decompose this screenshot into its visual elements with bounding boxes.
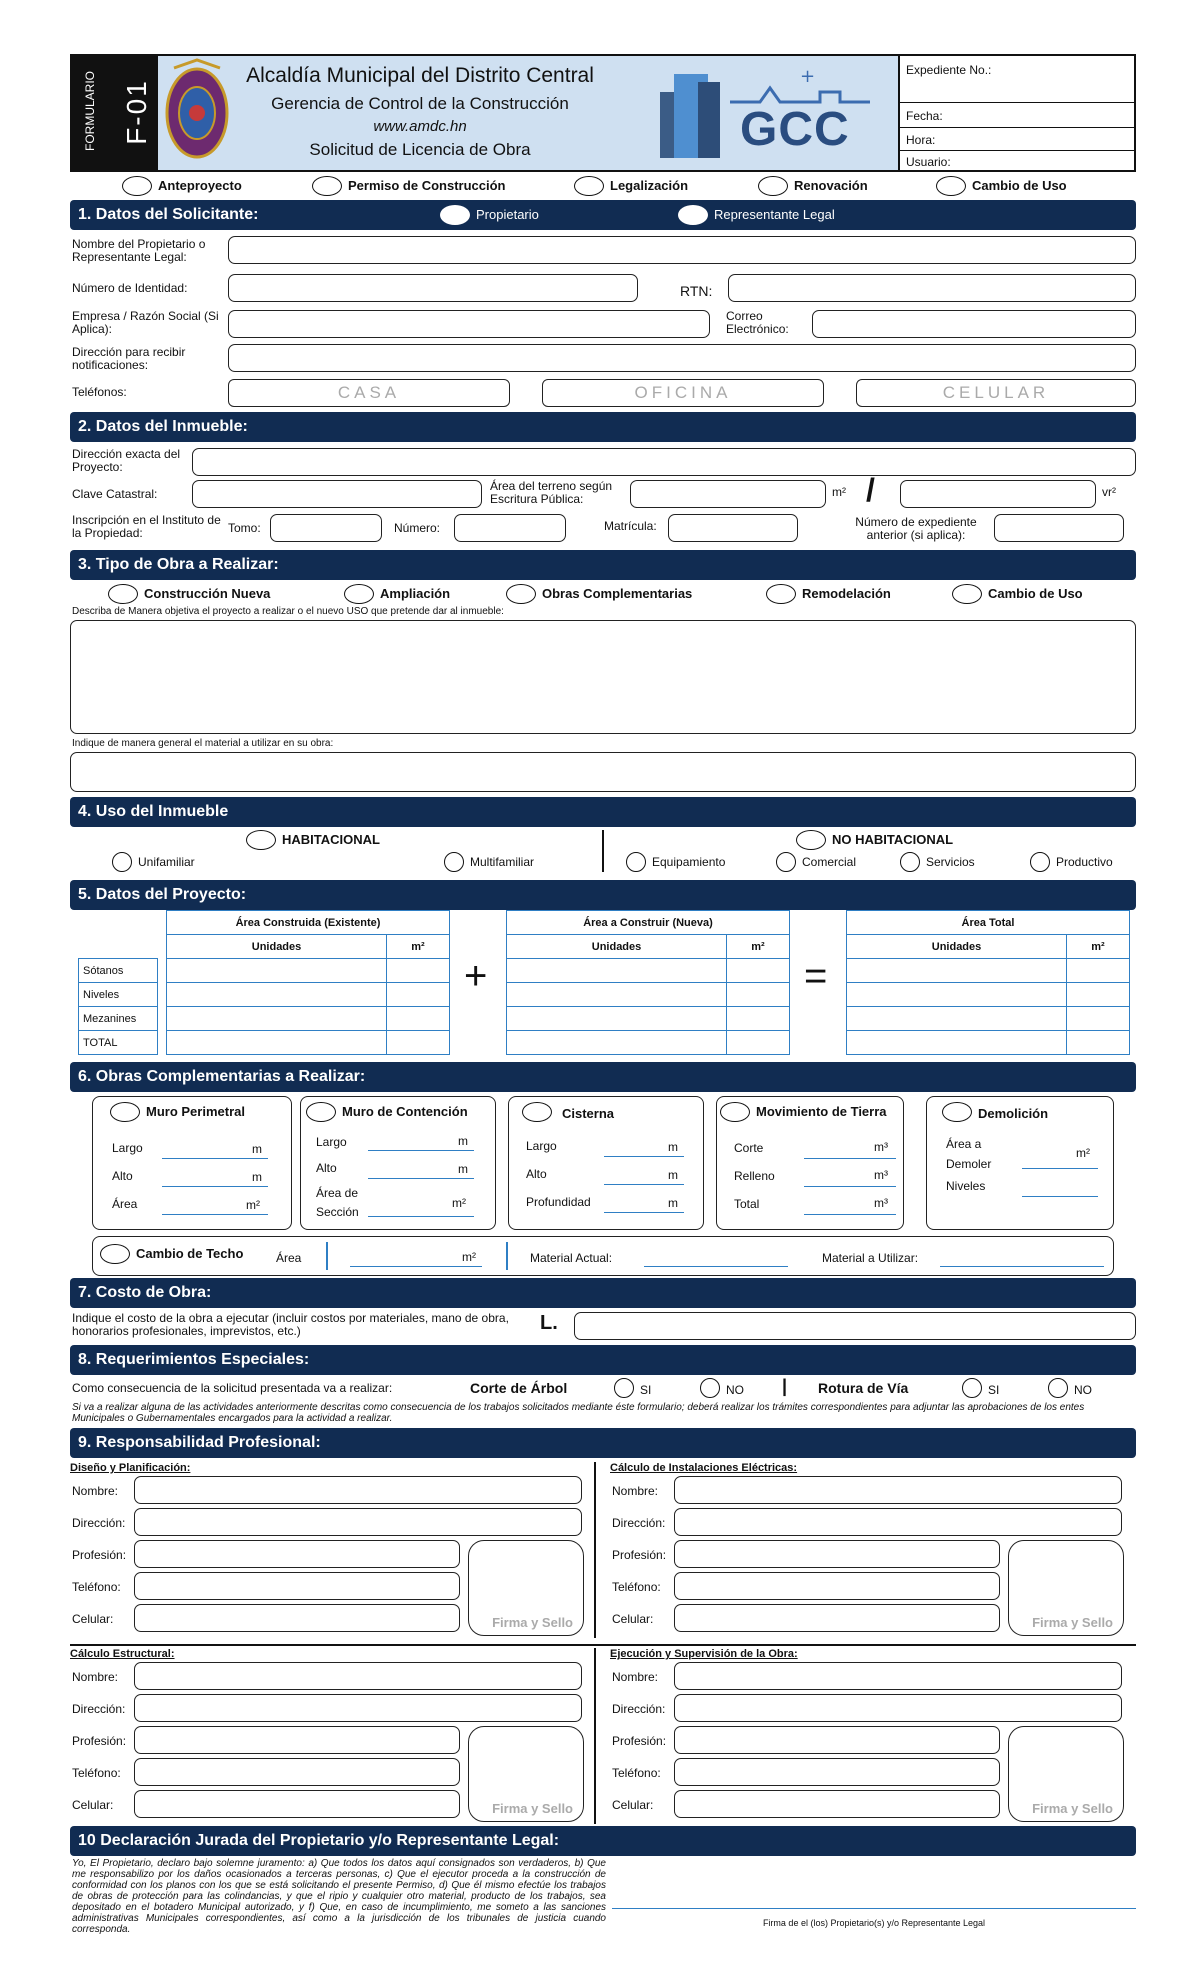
- label-equipamiento: Equipamiento: [652, 855, 726, 869]
- label-legalizacion: Legalización: [610, 178, 689, 193]
- prof-celular-input[interactable]: [134, 1790, 460, 1818]
- prof-celular-label: Celular:: [612, 1798, 654, 1812]
- ci-profundidad-unit: m: [668, 1196, 678, 1210]
- radio-comercial[interactable]: [776, 852, 796, 872]
- radio-servicios[interactable]: [900, 852, 920, 872]
- cell[interactable]: [507, 983, 727, 1007]
- area-vr2-input[interactable]: [900, 480, 1096, 508]
- label-renovacion: Renovación: [794, 178, 868, 193]
- mt-total-input[interactable]: [804, 1214, 896, 1215]
- cell[interactable]: [847, 983, 1067, 1007]
- col-unidades: Unidades: [167, 935, 387, 959]
- section-8-header: 8. Requerimientos Especiales:: [70, 1345, 1136, 1375]
- label-remodelacion: Remodelación: [802, 586, 891, 601]
- prof-nombre-input[interactable]: [674, 1476, 1122, 1504]
- section-10-header: 10 Declaración Jurada del Propietario y/o Representante Legal:: [70, 1826, 1136, 1856]
- prof-telefono-input[interactable]: [674, 1572, 1000, 1600]
- material-label: Indique de manera general el material a utilizar en su obra:: [72, 738, 334, 749]
- prof-profesion-label: Profesión:: [612, 1548, 667, 1562]
- cell[interactable]: [1067, 983, 1130, 1007]
- label-permiso: Permiso de Construcción: [348, 178, 506, 193]
- mp-area-unit: m²: [246, 1198, 260, 1212]
- check-techo[interactable]: [100, 1244, 130, 1264]
- check-cisterna[interactable]: [522, 1102, 552, 1122]
- prof-block-title: Cálculo Estructural:: [70, 1648, 175, 1660]
- empresa-input[interactable]: [228, 310, 710, 338]
- area-nueva-title: Área a Construir (Nueva): [507, 911, 790, 935]
- radio-rotura-no[interactable]: [1048, 1378, 1068, 1398]
- mp-alto-label: Alto: [112, 1169, 133, 1183]
- plus-sign: +: [464, 954, 488, 998]
- prof-nombre-input[interactable]: [674, 1662, 1122, 1690]
- radio-ampliacion[interactable]: [344, 584, 374, 604]
- website: www.amdc.hn: [373, 118, 467, 135]
- label-obras-complementarias: Obras Complementarias: [542, 586, 693, 601]
- col-m2: m²: [387, 935, 450, 959]
- prof-celular-input[interactable]: [134, 1604, 460, 1632]
- prof-nombre-label: Nombre:: [612, 1484, 659, 1498]
- tomo-label: Tomo:: [228, 521, 261, 535]
- cell[interactable]: [387, 983, 450, 1007]
- mp-alto-input[interactable]: [162, 1186, 268, 1187]
- row-mezanines: Mezanines: [79, 1007, 158, 1031]
- fecha-label: Fecha:: [906, 109, 943, 123]
- cell[interactable]: [387, 1031, 450, 1055]
- equals-sign: =: [804, 954, 828, 998]
- label-muro-perimetral: Muro Perimetral: [146, 1104, 245, 1119]
- nombre-input[interactable]: [228, 236, 1136, 264]
- identidad-label: Número de Identidad:: [72, 281, 188, 295]
- prof-telefono-input[interactable]: [134, 1758, 460, 1786]
- label-ampliacion: Ampliación: [380, 586, 451, 601]
- firma-sello-box[interactable]: Firma y Sello: [468, 1726, 584, 1822]
- techo-sep-2: [506, 1242, 508, 1270]
- col-unidades: Unidades: [507, 935, 727, 959]
- prof-nombre-label: Nombre:: [72, 1484, 119, 1498]
- prof-direccion-input[interactable]: [674, 1694, 1122, 1722]
- label-anteproyecto: Anteproyecto: [158, 178, 242, 193]
- de-area-input[interactable]: [1022, 1168, 1098, 1169]
- prof-nombre-label: Nombre:: [72, 1670, 119, 1684]
- de-area-label: Área a Demoler: [946, 1137, 992, 1171]
- tomo-input[interactable]: [270, 514, 382, 542]
- req-note: Si va a realizar alguna de las actividades anteriormente descritas como consecuencia de los trabajos solicitados mediante éste formulario; deberá realizar los trámites correspondientes para adjuntar las aprobaciones de los entes Municipales o Gubernamentales encargados para la actividad a realizar.: [72, 1402, 1085, 1424]
- mt-corte-label: Corte: [734, 1141, 764, 1155]
- label-propietario: Propietario: [476, 207, 539, 222]
- area-nueva-table: [506, 910, 790, 1055]
- mt-relleno-unit: m³: [874, 1168, 888, 1182]
- techo-area-input[interactable]: [350, 1266, 482, 1267]
- prof-profesion-input[interactable]: [674, 1726, 1000, 1754]
- dept-name: Gerencia de Control de la Construcción: [271, 94, 569, 113]
- radio-rotura-si[interactable]: [962, 1378, 982, 1398]
- radio-propietario[interactable]: [440, 205, 470, 225]
- label-cambio-uso: Cambio de Uso: [972, 178, 1067, 193]
- prof-celular-label: Celular:: [72, 1612, 114, 1626]
- mp-largo-unit: m: [252, 1142, 262, 1156]
- mat-actual-label: Material Actual:: [530, 1251, 613, 1265]
- prof-profesion-input[interactable]: [134, 1726, 460, 1754]
- gcc-logo-text: GCC: [740, 103, 850, 156]
- prof-celular-input[interactable]: [674, 1604, 1000, 1632]
- identidad-input[interactable]: [228, 274, 638, 302]
- costo-input[interactable]: [574, 1312, 1136, 1340]
- area-existente-table: [166, 910, 450, 1055]
- cell[interactable]: [167, 1007, 387, 1031]
- nombre-label: Nombre del Propietario o Representante Legal:: [72, 237, 206, 264]
- direccion-notif-label: Dirección para recibir notificaciones:: [72, 345, 186, 372]
- mat-actual-input[interactable]: [644, 1266, 788, 1267]
- label-movimiento: Movimiento de Tierra: [756, 1104, 887, 1119]
- radio-unifamiliar[interactable]: [112, 852, 132, 872]
- empresa-label: Empresa / Razón Social (Si Aplica):: [72, 309, 219, 336]
- area-total-table: [846, 910, 1130, 1055]
- uso-divider: [602, 830, 604, 872]
- cell[interactable]: [727, 1031, 790, 1055]
- expediente-label: Expediente No.:: [906, 63, 992, 77]
- numero-label: Número:: [394, 521, 441, 535]
- correo-label: Correo Electrónico:: [726, 309, 789, 336]
- cell[interactable]: [1067, 1007, 1130, 1031]
- ci-alto-input[interactable]: [604, 1184, 684, 1185]
- label-servicios: Servicios: [926, 855, 975, 869]
- owner-signature-label: Firma de el (los) Propietario(s) y/o Representante Legal: [762, 1918, 986, 1928]
- radio-no-habitacional[interactable]: [796, 830, 826, 850]
- prof-direccion-input[interactable]: [674, 1508, 1122, 1536]
- hora-label: Hora:: [906, 133, 936, 147]
- label-rotura-via: Rotura de Vía: [818, 1380, 909, 1396]
- describe-textarea[interactable]: [70, 620, 1136, 734]
- radio-remodelacion[interactable]: [766, 584, 796, 604]
- label-habitacional: HABITACIONAL: [282, 832, 380, 847]
- check-muro-contencion[interactable]: [306, 1102, 336, 1122]
- prof-celular-input[interactable]: [674, 1790, 1000, 1818]
- cell[interactable]: [727, 1007, 790, 1031]
- phone-celular-input[interactable]: CELULAR: [856, 379, 1136, 407]
- section-6-header: 6. Obras Complementarias a Realizar:: [70, 1062, 1136, 1092]
- formulario-label: FORMULARIO: [83, 70, 97, 151]
- phone-oficina-input[interactable]: OFICINA: [542, 379, 824, 407]
- direccion-proyecto-label: Dirección exacta del Proyecto:: [72, 447, 181, 474]
- radio-representante[interactable]: [678, 205, 708, 225]
- label-comercial: Comercial: [802, 855, 857, 869]
- area-existente-title: Área Construida (Existente): [167, 911, 450, 935]
- prof-telefono-input[interactable]: [674, 1758, 1000, 1786]
- s9-horizontal-divider: [70, 1644, 1136, 1646]
- phone-casa-input[interactable]: CASA: [228, 379, 510, 407]
- prof-block-title: Ejecución y Supervisión de la Obra:: [610, 1648, 798, 1660]
- currency-label: L.: [540, 1312, 558, 1334]
- radio-construccion-nueva[interactable]: [108, 584, 138, 604]
- describe-label: Describa de Manera objetiva el proyecto a realizar o el nuevo USO que pretende dar al inmueble:: [72, 606, 504, 617]
- area-terreno-label: Área del terreno según Escritura Pública:: [490, 479, 613, 506]
- row-total: TOTAL: [79, 1031, 158, 1055]
- firma-sello-box[interactable]: Firma y Sello: [1008, 1540, 1124, 1636]
- label-corte-arbol: Corte de Árbol: [470, 1380, 568, 1396]
- mc-alto-unit: m: [458, 1162, 468, 1176]
- mat-utilizar-label: Material a Utilizar:: [822, 1251, 919, 1265]
- label-demolicion: Demolición: [978, 1106, 1049, 1121]
- ci-alto-unit: m: [668, 1168, 678, 1182]
- direccion-notif-input[interactable]: [228, 344, 1136, 372]
- document-title: Solicitud de Licencia de Obra: [309, 140, 531, 159]
- cell[interactable]: [387, 1007, 450, 1031]
- material-input[interactable]: [70, 752, 1136, 792]
- prof-block-title: Diseño y Planificación:: [70, 1462, 191, 1474]
- de-niveles-input[interactable]: [1022, 1196, 1098, 1197]
- cell[interactable]: [847, 959, 1067, 983]
- prof-profesion-label: Profesión:: [612, 1734, 667, 1748]
- prof-telefono-label: Teléfono:: [612, 1766, 661, 1780]
- office-box: [898, 56, 900, 170]
- label-multifamiliar: Multifamiliar: [470, 855, 535, 869]
- municipal-seal-icon: [162, 58, 232, 168]
- label-techo: Cambio de Techo: [136, 1246, 244, 1261]
- label-productivo: Productivo: [1056, 855, 1113, 869]
- radio-legalizacion[interactable]: [574, 176, 604, 196]
- prof-profesion-label: Profesión:: [72, 1734, 127, 1748]
- mc-largo-input[interactable]: [368, 1150, 474, 1151]
- s9-vertical-divider: [594, 1462, 596, 1638]
- mc-largo-unit: m: [458, 1134, 468, 1148]
- col-m2: m²: [727, 935, 790, 959]
- req-question: Como consecuencia de la solicitud presentada va a realizar:: [72, 1381, 393, 1395]
- office-line-1: [900, 102, 1134, 103]
- numero-input[interactable]: [454, 514, 566, 542]
- prof-profesion-label: Profesión:: [72, 1548, 127, 1562]
- area-vr2-unit: vr²: [1102, 485, 1116, 499]
- radio-obras-complementarias[interactable]: [506, 584, 536, 604]
- office-line-2: [900, 127, 1134, 128]
- expediente-anterior-label: Número de expediente anterior (si aplica):: [855, 515, 977, 542]
- radio-cambio-uso[interactable]: [936, 176, 966, 196]
- prof-telefono-input[interactable]: [134, 1572, 460, 1600]
- ci-profundidad-input[interactable]: [604, 1212, 684, 1213]
- prof-direccion-label: Dirección:: [612, 1702, 666, 1716]
- declaration-text: Yo, El Propietario, declaro bajo solemne juramento: a) Que todos los datos aquí consignados son verdaderos, b) Que me responsabilizo por los daños ocasionados a terceras personas, c) Que el ejecutor proceda a la construcción de conformidad con los planos con los que se está solicitando el presente Permiso, d) Que él mismo efectúe los trabajos de obras de protección para las colindancias, y que el ripio y cualquier otro material, producto de los trabajos, sea depositado en el botadero Municipal autorizado, y f) Que, en caso de incumplimiento, me someto a las sanciones administrativas Municipales correspondientes, así como a la jurisdicción de los tribunales de justicia cuando corresponda.: [72, 1858, 606, 1935]
- firma-sello-box[interactable]: Firma y Sello: [468, 1540, 584, 1636]
- ci-largo-input[interactable]: [604, 1156, 684, 1157]
- mp-alto-unit: m: [252, 1170, 262, 1184]
- rtn-label: RTN:: [680, 283, 713, 299]
- svg-text:+: +: [800, 66, 816, 87]
- org-name: Alcaldía Municipal del Distrito Central: [246, 64, 594, 87]
- prof-direccion-label: Dirección:: [612, 1516, 666, 1530]
- cell[interactable]: [507, 959, 727, 983]
- radio-corte-no[interactable]: [700, 1378, 720, 1398]
- section-1-header: 1. Datos del Solicitante:: [70, 200, 1136, 230]
- correo-input[interactable]: [812, 310, 1136, 338]
- mt-total-unit: m³: [874, 1196, 888, 1210]
- mc-alto-label: Alto: [316, 1161, 337, 1175]
- section-5-header: 5. Datos del Proyecto:: [70, 880, 1136, 910]
- cell[interactable]: [167, 959, 387, 983]
- prof-telefono-label: Teléfono:: [612, 1580, 661, 1594]
- label-rotura-no: NO: [1074, 1383, 1092, 1397]
- mat-utilizar-input[interactable]: [940, 1266, 1104, 1267]
- section-2-header: 2. Datos del Inmueble:: [70, 412, 1136, 442]
- prof-direccion-label: Dirección:: [72, 1702, 126, 1716]
- radio-corte-si[interactable]: [614, 1378, 634, 1398]
- mc-alto-input[interactable]: [368, 1178, 474, 1179]
- office-line-3: [900, 150, 1134, 151]
- prof-telefono-label: Teléfono:: [72, 1580, 121, 1594]
- de-niveles-label: Niveles: [946, 1179, 986, 1193]
- ci-largo-unit: m: [668, 1140, 678, 1154]
- radio-multifamiliar[interactable]: [444, 852, 464, 872]
- row-labels-table: [78, 958, 158, 1055]
- radio-anteproyecto[interactable]: [122, 176, 152, 196]
- ci-alto-label: Alto: [526, 1167, 547, 1181]
- mc-seccion-unit: m²: [452, 1196, 466, 1210]
- usuario-label: Usuario:: [906, 155, 951, 169]
- cell[interactable]: [167, 983, 387, 1007]
- cell[interactable]: [727, 959, 790, 983]
- col-m2: m²: [1067, 935, 1130, 959]
- section-3-header: 3. Tipo de Obra a Realizar:: [70, 550, 1136, 580]
- prof-direccion-label: Dirección:: [72, 1516, 126, 1530]
- prof-direccion-input[interactable]: [134, 1508, 582, 1536]
- cell[interactable]: [847, 1007, 1067, 1031]
- prof-block-title: Cálculo de Instalaciones Eléctricas:: [610, 1462, 798, 1474]
- area-slash: /: [866, 472, 875, 508]
- radio-renovacion[interactable]: [758, 176, 788, 196]
- row-niveles: Niveles: [79, 983, 158, 1007]
- area-m2-input[interactable]: [630, 480, 826, 508]
- prof-profesion-input[interactable]: [134, 1540, 460, 1568]
- prof-celular-label: Celular:: [612, 1612, 654, 1626]
- check-muro-perimetral[interactable]: [110, 1102, 140, 1122]
- cell[interactable]: [507, 1031, 727, 1055]
- mt-relleno-label: Relleno: [734, 1169, 775, 1183]
- techo-sep-1: [326, 1242, 328, 1270]
- signature-line[interactable]: [612, 1908, 1136, 1909]
- label-corte-si: SI: [640, 1383, 652, 1397]
- mp-largo-label: Largo: [112, 1141, 143, 1155]
- check-movimiento[interactable]: [720, 1102, 750, 1122]
- inscripcion-label: Inscripción en el Instituto de la Propiedad:: [72, 513, 221, 540]
- cell[interactable]: [847, 1031, 1067, 1055]
- expediente-anterior-input[interactable]: [994, 514, 1124, 542]
- label-muro-contencion: Muro de Contención: [342, 1104, 468, 1119]
- radio-cambio-uso-obra[interactable]: [952, 584, 982, 604]
- row-sotanos: Sótanos: [79, 959, 158, 983]
- cell[interactable]: [727, 983, 790, 1007]
- cell[interactable]: [167, 1031, 387, 1055]
- prof-nombre-input[interactable]: [134, 1476, 582, 1504]
- mc-seccion-input[interactable]: [368, 1216, 474, 1217]
- cell[interactable]: [507, 1007, 727, 1031]
- techo-area-label: Área: [276, 1251, 302, 1265]
- telefonos-label: Teléfonos:: [72, 385, 127, 399]
- radio-permiso[interactable]: [312, 176, 342, 196]
- label-no-habitacional: NO HABITACIONAL: [832, 832, 954, 847]
- prof-direccion-input[interactable]: [134, 1694, 582, 1722]
- radio-habitacional[interactable]: [246, 830, 276, 850]
- label-representante: Representante Legal: [714, 207, 835, 222]
- mp-area-input[interactable]: [162, 1214, 268, 1215]
- prof-nombre-label: Nombre:: [612, 1670, 659, 1684]
- prof-profesion-input[interactable]: [674, 1540, 1000, 1568]
- cell[interactable]: [1067, 1031, 1130, 1055]
- section-7-header: 7. Costo de Obra:: [70, 1278, 1136, 1308]
- cell[interactable]: [387, 959, 450, 983]
- check-demolicion[interactable]: [942, 1102, 972, 1122]
- prof-telefono-label: Teléfono:: [72, 1766, 121, 1780]
- mc-largo-label: Largo: [316, 1135, 347, 1149]
- costo-label: Indique el costo de la obra a ejecutar (incluir costos por materiales, mano de obra, honorarios profesionales, imprevistos, etc.): [72, 1311, 509, 1338]
- techo-area-unit: m²: [462, 1250, 476, 1264]
- mt-corte-unit: m³: [874, 1140, 888, 1154]
- label-cambio-uso-obra: Cambio de Uso: [988, 586, 1083, 601]
- section-4-header: 4. Uso del Inmueble: [70, 797, 1136, 827]
- area-total-title: Área Total: [847, 911, 1130, 935]
- mt-total-label: Total: [734, 1197, 760, 1211]
- ci-profundidad-label: Profundidad: [526, 1195, 591, 1209]
- mp-largo-input[interactable]: [162, 1158, 268, 1159]
- radio-equipamiento[interactable]: [626, 852, 646, 872]
- req-separator: |: [782, 1376, 788, 1396]
- label-corte-no: NO: [726, 1383, 744, 1397]
- mt-corte-input[interactable]: [804, 1158, 896, 1159]
- de-area-unit: m²: [1076, 1146, 1090, 1160]
- rtn-input[interactable]: [728, 274, 1136, 302]
- cell[interactable]: [1067, 959, 1130, 983]
- direccion-proyecto-input[interactable]: [192, 448, 1136, 476]
- label-rotura-si: SI: [988, 1383, 1000, 1397]
- radio-productivo[interactable]: [1030, 852, 1050, 872]
- label-construccion-nueva: Construcción Nueva: [144, 586, 271, 601]
- area-m2-unit: m²: [832, 485, 846, 499]
- label-cisterna: Cisterna: [562, 1106, 615, 1121]
- form-code: F-01: [121, 79, 152, 145]
- mc-seccion-label: Área de Sección: [316, 1186, 359, 1219]
- clave-label: Clave Catastral:: [72, 487, 158, 501]
- mt-relleno-input[interactable]: [804, 1186, 896, 1187]
- ci-largo-label: Largo: [526, 1139, 557, 1153]
- prof-celular-label: Celular:: [72, 1798, 114, 1812]
- firma-sello-box[interactable]: Firma y Sello: [1008, 1726, 1124, 1822]
- matricula-input[interactable]: [668, 514, 798, 542]
- section-9-header: 9. Responsabilidad Profesional:: [70, 1428, 1136, 1458]
- s9-vertical-divider-2: [594, 1648, 596, 1824]
- prof-nombre-input[interactable]: [134, 1662, 582, 1690]
- col-unidades: Unidades: [847, 935, 1067, 959]
- mp-area-label: Área: [112, 1197, 138, 1211]
- label-unifamiliar: Unifamiliar: [138, 855, 195, 869]
- clave-input[interactable]: [192, 480, 482, 508]
- matricula-label: Matrícula:: [604, 519, 657, 533]
